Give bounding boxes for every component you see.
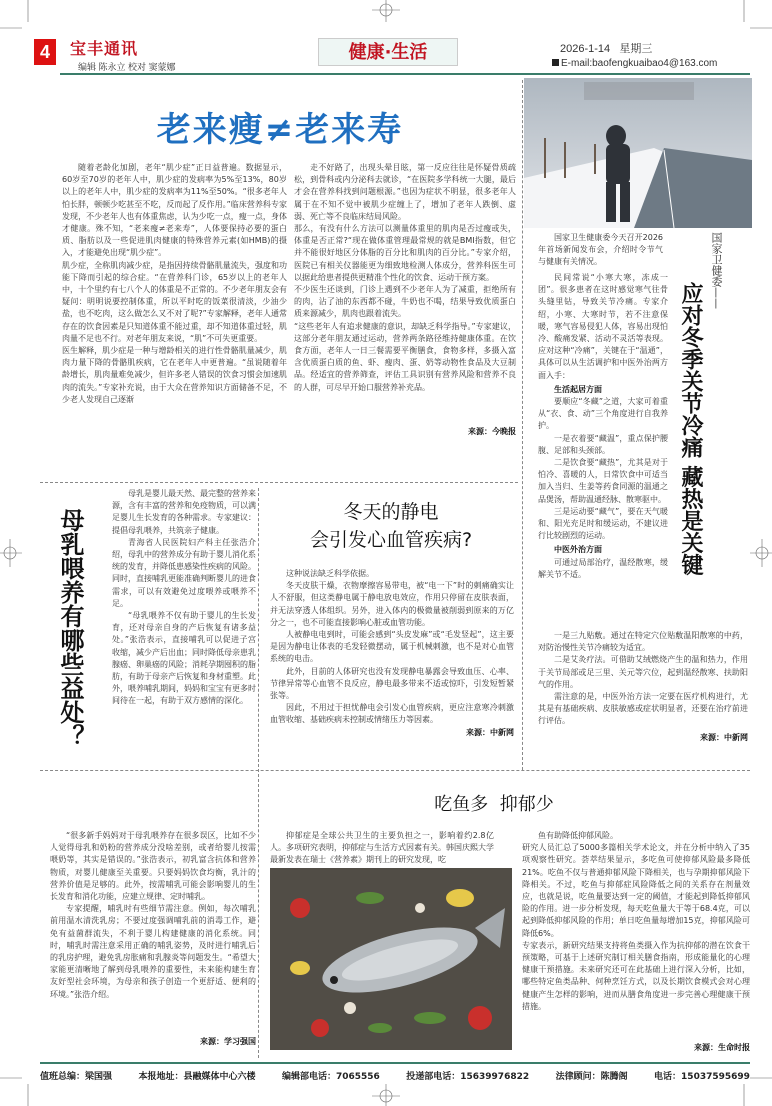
paragraph: 青海省人民医院妇产科主任张浩介绍，母乳中的营养成分有助于婴儿消化系统的发育，并降低患感染性疾病的风险。同时，直接哺乳更能准确判断婴儿的进食需求，可以有效避免过度喂养或喂养不足。 [112,537,256,608]
paragraph: 因此，不用过于担忧静电会引发心血管疾病，更应注意寒冷刺激血管收缩、基础疾病未控制或情绪压力等因素。 [270,703,514,725]
article-title: 吃鱼多 抑郁少 [434,794,554,815]
page-number: 4 [34,39,56,65]
paragraph: 三是运动要“藏气”，要在天气暖和、阳光充足时和缓运动，不建议进行比较剧烈的运动。 [538,506,668,541]
article-body-wide [538,630,748,743]
title-line: 冬天的静电 [343,501,439,523]
subheading: 生活起居方面 [554,384,602,394]
label-text: 国家卫健委 [710,232,723,287]
paragraph: 一是三九贴敷。通过在特定穴位贴敷温阳散寒的中药，对防治慢性关节冷痛较为适宜。 [538,631,748,653]
title-line: 会引发心血管疾病? [309,529,473,551]
masthead: 宝丰通讯 [70,39,139,58]
subheading: 中医外治方面 [554,545,602,555]
article-col-2: 鱼有助降低抑郁风险。 研究人员汇总了5000多篇相关学术论文，并在分析中纳入了35项观察性研究。荟萃结果显示，多吃鱼可使抑郁风险最多降低21%。吃鱼不仅与普通抑郁风险下降相关，也与孕期抑郁风险下降相关。不过，吃鱼与抑郁症风险降低之间的关系存在剂量效应，也就是说，吃鱼量要达到一定的阈值，才能起到降低抑郁风险的作用。进一步分析发现，每天吃鱼量大于等于68.4克，可以起到降低抑郁风险的作用；单日吃鱼量每增加15克，抑郁风险可降低6%。 专家表示，新研究结果支持将鱼类摄入作为抗抑郁的潜在饮食干预策略，可基于上述研究制订相关膳食指南，形成能量化的心理健康干预措施。未来研究还可在此基础上进行深入分析，比如，哪些特定鱼类品种、何种烹饪方式，以及长期饮食模式会对心理健康产生怎样的影响，进而从膳食角度进一步完善心理健康干预措施。 [522,831,750,1011]
paragraph: 民间常说“小寒大寒，冻成一团”。很多患者在这时感觉寒气往骨头缝里钻，导致关节冷痛。专家介绍，小寒、大寒时节，若不注意保暖，寒气容易侵犯人体，容易出现怕冷、酸痛发紧、活动不灵活等表现。应对这种“冷痛”，关键在于“温通”，具体可以从生活调护和中医外治两方面入手： [538,273,668,380]
article-title [264,498,518,554]
footer-duty: 值班总编：梁国强 [40,1071,113,1082]
fish-photo [270,868,512,1050]
article-col-1: 抑郁症是全球公共卫生的主要负担之一，影响着约2.8亿人。多项研究表明，抑郁症与生活方式因素有关。韩国庆熙大学最新发表在瑞士《营养素》期刊上的研究发现，吃 [270,831,494,865]
header-rule [60,73,750,75]
footer-phone: 电话：15037595699 [654,1071,750,1082]
paragraph: 此外，目前的人体研究也没有发现静电暴露会导致血压、心率、节律异常等心血管不良反应，静电最多带来不适或惊吓，引发短暂紧张等。 [270,666,514,701]
paragraph: 要顺应“冬藏”之道，大家可着重从“衣、食、动”三个角度进行自我养护。 [538,397,668,431]
footer-edit-phone: 编辑部电话：7065556 [281,1071,380,1082]
issue-date: 2026-1-14 星期三 [560,43,653,55]
article-title: 应对冬季关节冷痛 藏热是关键 [678,282,704,576]
article-old-age [40,80,518,440]
email-line: E-mail:baofengkuaibao4@163.com [552,58,717,69]
divider [40,482,518,483]
paragraph: 这种说法缺乏科学依据。 [286,569,374,578]
paragraph: 冬天皮肤干燥，衣物摩擦容易带电，被“电一下”时的刺痛确实让人不舒服，但这类静电属于静电放电效应，作用只停留在皮肤表面，并无法穿透人体组织。另外，进入体内的极微量被削弱到原来的万亿分之一，也不可能直接影响心脏或血管功能。 [270,581,514,627]
footer [40,1062,750,1086]
article-breastfeeding [40,488,258,1058]
article-body [538,272,668,581]
article-intro: 国家卫生健康委今天召开2026年首场新闻发布会，介绍时令节气与健康有关情况。 [538,233,663,267]
paragraph: 一是衣着要“藏温”，重点保护腰腹、足部和头颈部。 [538,433,668,455]
footer-address: 本报地址：县融媒体中心六楼 [138,1071,256,1082]
footer-legal: 法律顾问：陈腾阁 [555,1071,628,1082]
article-col-1: 随着老龄化加剧，老年“肌少症”正日益普遍。数据显示，60岁至70岁的老年人中，肌少症的发病率为5%至13%，80岁以上的老年人中，肌少症的发病率为11%至50%。“很多老年人怕长胖，顿顿少吃甚至不吃，反而起了反作用。”临床营养科专家发现，不少老年人也有体重焦虑，认为少吃一点，瘦一点，身体才健康。殊不知，“老来瘦≠老来寿”，人体要保持必要的蛋白质、脂肪以及一些促进肌肉健康的特殊营养元素(如HMB)的摄入，才能避免出现“肌少症”。 肌少症，全称肌肉减少症，是指因持续骨骼肌量流失，强度和功能下降而引起的综合症。“在营养科门诊，65岁以上的老年人中，十个里约有七八个人的体重是不正常的。不少老年朋友会有疑问：明明说要控制体重，所以平时吃的饭菜很清淡，少油少盐，也不吃肉，这么做怎么又不对了呢?”专家解释，老年人通常存在的饮食因素是只知道体重不能过重，却不知道体重过轻，肌肉量不足也不行。对老年朋友来说，“肌”不可失更重要。 医生解释，肌少症是一种与增龄相关的进行性骨骼肌量减少，肌肉力量下降的骨骼肌疾病，它在老年人中更普遍。“虽说随着年龄增长，肌肉量难免减少，但许多老人错误的饮食习惯会加速肌肉的流失。”专家补充说，由于大众在营养知识方面储备不足，不少老人发现自己逐渐 [62,163,287,404]
article-label: 国家卫健委—— [710,232,723,309]
section-title: 健康·生活 [318,38,458,66]
article-body-narrow [112,488,256,828]
paragraph: 母乳是婴儿最天然、最完整的营养来源，含有丰富的营养和免疫物质，可以满足婴儿生长发育的各种需求。专家建议：提倡母乳喂养，共筑亲子健康。 [112,489,256,535]
article-title: 老来瘦≠老来寿 [156,110,404,150]
paragraph: 可通过局部治疗，温经散寒，缓解关节不适。 [538,557,668,579]
paragraph: “母乳喂养不仅有助于婴儿的生长发育，还对母亲自身的产后恢复有诸多益处。”张浩表示，直接哺乳可以促进子宫收缩，减少产后出血；同时降低母亲患乳腺癌、卵巢癌的风险；消耗孕期囤积的脂肪，有助于母亲产后恢复和身材重塑。此外，喂养哺乳期间，妈妈和宝宝有更多时间待在一起，有助于双方感情的深化。 [112,611,256,706]
article-source: 来源：生命时报 [694,1043,750,1052]
article-title: 母乳喂养有哪些益处？ [56,508,85,748]
footer-submit-phone: 投递部电话：15639976822 [406,1071,530,1082]
article-source: 来源：学习强国 [200,1037,256,1046]
paragraph: 专家提醒，哺乳时有些细节需注意。例如，每次哺乳前用温水清洗乳房；不要过度强调哺乳前的消毒工作，避免有益菌群流失，不利于婴儿构建健康的消化系统。同时，哺乳时需注意采用正确的哺乳姿势，及时进行哺乳后的乳房护理，避免乳房胀痛和乳腺炎等问题发生。“希望大家能更清晰地了解到母乳喂养的重要性，未来能构建生育友好型社会环境，为母亲和孩子创造一个更舒适、便利的环境。”张浩介绍。 [50,904,256,999]
article-source: 来源：中新网 [700,732,748,742]
article-body-wide [50,830,256,1050]
paragraph: 人被静电电到时，可能会感到“头皮发麻”或“毛发竖起”，这主要是因为静电让体表的毛发轻微摆动，属于机械刺激，也不是对心血管系统的电击。 [270,630,514,664]
article-col-2: 走不好路了，出现头晕目眩，第一反应往往是怀疑骨质疏松，到骨科或内分泌科去就诊，“在医院多学科统一大腿，最后才会在营养科找到问题根源。”也因为症状不明显，很多老年人属于在不知不觉中被肌少症缠上了，增加了老年人跌倒、虚弱、死亡等不良临床结局风险。 那么，有没有什么方法可以测量体重里的肌肉是否过瘦或失，体重是否正常?“现在做体重管理最常规的就是BMI指数，但它并不能很好地区分体脂的百分比和肌肉的百分比。”专家介绍，医院已有相关仪器能更为细致地检测人体成分，营养科医生可以据此给患者提供更精准个性化的饮食、运动干预方案。 不少医生还谈到，门诊上遇到不少老年人为了减重，拒绝所有的肉，沾了油的东西都不碰，牛奶也不喝，结果导致优质蛋白质来源减少，肌肉也跟着流失。 “这些老年人有追求健康的意识，却缺乏科学指导。”专家建议，这部分老年朋友通过运动，营养两条路径维持健康体重。在饮食方面，老年人一日三餐需要平衡膳食，食物多样，多摄入富含优质蛋白质的鱼、虾、瘦肉、蛋、奶等动物性食品及大豆制品。经适宜的营养筛查，评估工具识别有营养风险和营养不良的人群，可尽早开始口服营养补充品。 [294,163,516,392]
paragraph: “很多新手妈妈对于母乳喂养存在很多误区，比如不少人觉得母乳和奶粉的营养成分没啥差别，或者给婴儿按需喂奶等，其实是错误的。”张浩表示，初乳富含抗体和营养物质，对婴儿健康至关重要。只要妈妈饮食均衡，乳汁的营养价值是足够的。此外，按需哺乳可能会影响婴儿的生长发育和消化功能，应建立规律、定时哺乳。 [50,831,256,902]
winter-road-photo [524,78,752,228]
article-static-electricity [264,488,518,768]
divider [522,80,523,770]
article-joint-pain [528,232,750,752]
article-source: 来源：今晚报 [468,427,516,436]
article-source: 来源：中新网 [466,727,514,737]
divider [258,488,259,1058]
paragraph: 二是艾灸疗法。可借助艾绒燃烧产生的温和热力，作用于关节局部或足三里、关元等穴位，起到温经散寒、扶助阳气的作用。 [538,655,748,689]
editor-line: 编辑 陈永立 校对 窦蒙娜 [78,62,176,72]
article-body [270,568,514,738]
paragraph: 需注意的是，中医外治方法一定要在医疗机构进行，尤其是有基础疾病、皮肤敏感或症状明显者，还要在治疗前进行评估。 [538,692,748,726]
paragraph: 二是饮食要“藏热”，尤其是对于怕冷、喜暖的人，日常饮食中可适当加入当归、生姜等药食同源的温通之品煲汤，帮助温通经脉、散寒驱中。 [538,458,668,504]
